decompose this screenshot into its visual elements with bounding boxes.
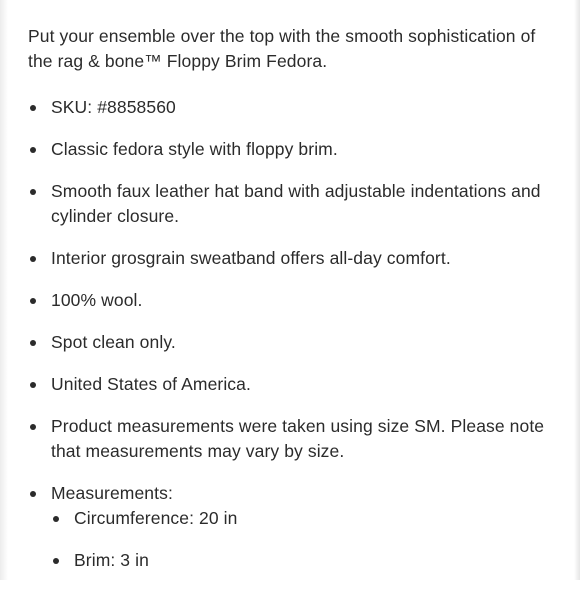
measurement-circumference: Circumference: 20 in bbox=[51, 506, 548, 531]
list-item-measurements bbox=[28, 481, 548, 573]
list-item-measurement-note: Product measurements were taken using size SM. Please note that measurements may vary by size. bbox=[28, 414, 548, 464]
list-item-origin: United States of America. bbox=[28, 372, 548, 397]
product-description bbox=[28, 24, 548, 590]
list-item-sweatband: Interior grosgrain sweatband offers all-day comfort. bbox=[28, 246, 548, 271]
measurement-brim: Brim: 3 in bbox=[51, 548, 548, 573]
description-intro: Put your ensemble over the top with the smooth sophistication of the rag & bone™ Floppy Brim Fedora. bbox=[28, 26, 536, 71]
left-edge-shadow bbox=[0, 0, 8, 580]
measurements-list bbox=[51, 506, 548, 573]
feature-list bbox=[28, 95, 548, 573]
list-item-sku: SKU: #8858560 bbox=[28, 95, 548, 120]
right-edge-shadow bbox=[574, 0, 580, 580]
list-item-care: Spot clean only. bbox=[28, 330, 548, 355]
measurements-label: Measurements: bbox=[51, 483, 173, 503]
list-item-style: Classic fedora style with floppy brim. bbox=[28, 137, 548, 162]
list-item-hat-band: Smooth faux leather hat band with adjustable indentations and cylinder closure. bbox=[28, 179, 548, 229]
list-item-material: 100% wool. bbox=[28, 288, 548, 313]
